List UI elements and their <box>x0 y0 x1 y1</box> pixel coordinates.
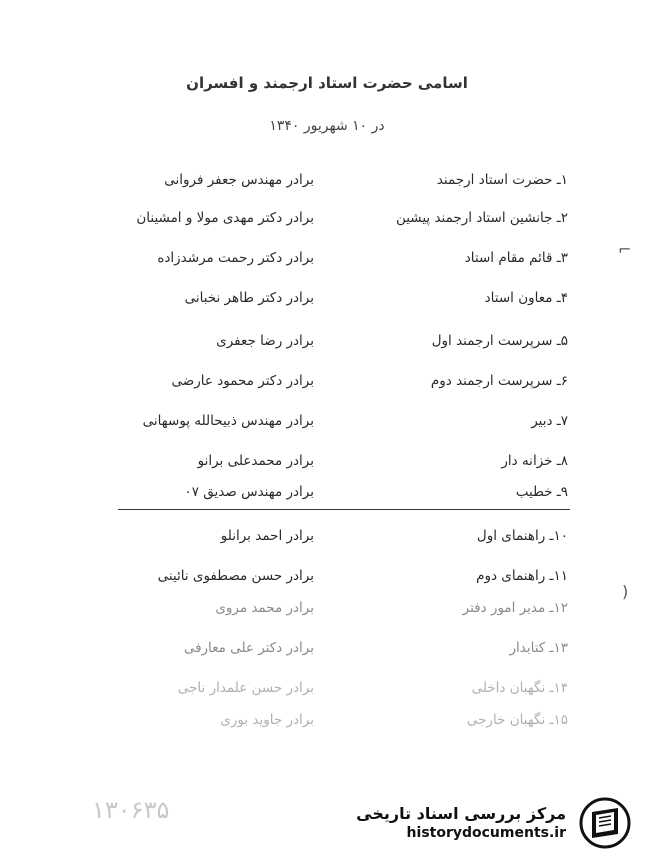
list-item <box>0 640 654 668</box>
person-name: برادر دکتر رحمت مرشدزاده <box>157 250 314 266</box>
office-title: ۸ـ خزانه دار <box>501 453 568 469</box>
person-name: برادر مهندس صدیق ۰۷ <box>184 484 314 500</box>
person-name: برادر جاوید بوری <box>220 712 314 728</box>
office-title: ۱۴ـ نگهبان داخلی <box>471 680 568 696</box>
watermark <box>356 804 566 841</box>
document-subtitle: در ۱۰ شهریور ۱۳۴۰ <box>269 118 385 134</box>
office-title: ۶ـ سرپرست ارجمند دوم <box>430 373 568 389</box>
office-title: ۹ـ خطیب <box>515 484 568 500</box>
list-item <box>0 413 654 441</box>
person-name: برادر دکتر محمود عارضی <box>171 373 314 389</box>
person-name: برادر محمد مروی <box>215 600 314 616</box>
person-name: برادر دکتر علی معارفی <box>183 640 314 656</box>
person-name: برادر دکتر طاهر نخبانی <box>184 290 314 306</box>
handwritten-divider-line <box>118 509 570 510</box>
list-item <box>0 568 654 596</box>
person-name: برادر محمدعلی برانو <box>197 453 314 469</box>
margin-mark: ⌐ <box>618 240 632 259</box>
archive-stamp: ۱۳۰۶۳۵ <box>92 796 170 824</box>
person-name: برادر حسن مصطفوی نائینی <box>157 568 314 584</box>
list-item <box>0 484 654 512</box>
office-title: ۱۱ـ راهنمای دوم <box>476 568 568 584</box>
list-item <box>0 453 654 481</box>
office-title: ۴ـ معاون استاد <box>484 290 568 306</box>
office-title: ۱۳ـ کتابدار <box>509 640 568 656</box>
office-title: ۲ـ جانشین استاد ارجمند پیشین <box>395 210 568 226</box>
person-name: برادر مهندس جعفر فروانی <box>164 172 314 188</box>
list-item <box>0 680 654 708</box>
office-title: ۳ـ قائم مقام استاد <box>464 250 568 266</box>
list-item <box>0 373 654 401</box>
office-title: ۱۵ـ نگهبان خارجی <box>466 712 568 728</box>
list-item <box>0 250 654 278</box>
person-name: برادر حسن علمدار ناجی <box>177 680 314 696</box>
office-title: ۱۰ـ راهنمای اول <box>476 528 568 544</box>
book-shield-icon <box>578 796 632 850</box>
list-item <box>0 333 654 361</box>
list-item <box>0 600 654 628</box>
watermark-title: مرکز بررسی اسناد تاریخی <box>356 804 566 823</box>
office-title: ۱ـ حضرت استاد ارجمند <box>436 172 568 188</box>
person-name: برادر دکتر مهدی مولا و امشینان <box>136 210 314 226</box>
office-title: ۵ـ سرپرست ارجمند اول <box>431 333 568 349</box>
document-title: اسامی حضرت استاد ارجمند و افسران <box>186 74 468 92</box>
list-item <box>0 712 654 740</box>
person-name: برادر احمد برانلو <box>220 528 314 544</box>
office-title: ۱۲ـ مدیر امور دفتر <box>462 600 568 616</box>
list-item <box>0 290 654 318</box>
list-item <box>0 528 654 556</box>
margin-mark: ) <box>622 582 629 601</box>
watermark-url: historydocuments.ir <box>406 825 566 841</box>
person-name: برادر مهندس ذبیحالله پوسهانی <box>142 413 314 429</box>
list-item <box>0 210 654 238</box>
office-title: ۷ـ دبیر <box>531 413 568 429</box>
list-item <box>0 172 654 200</box>
person-name: برادر رضا جعفری <box>216 333 314 349</box>
